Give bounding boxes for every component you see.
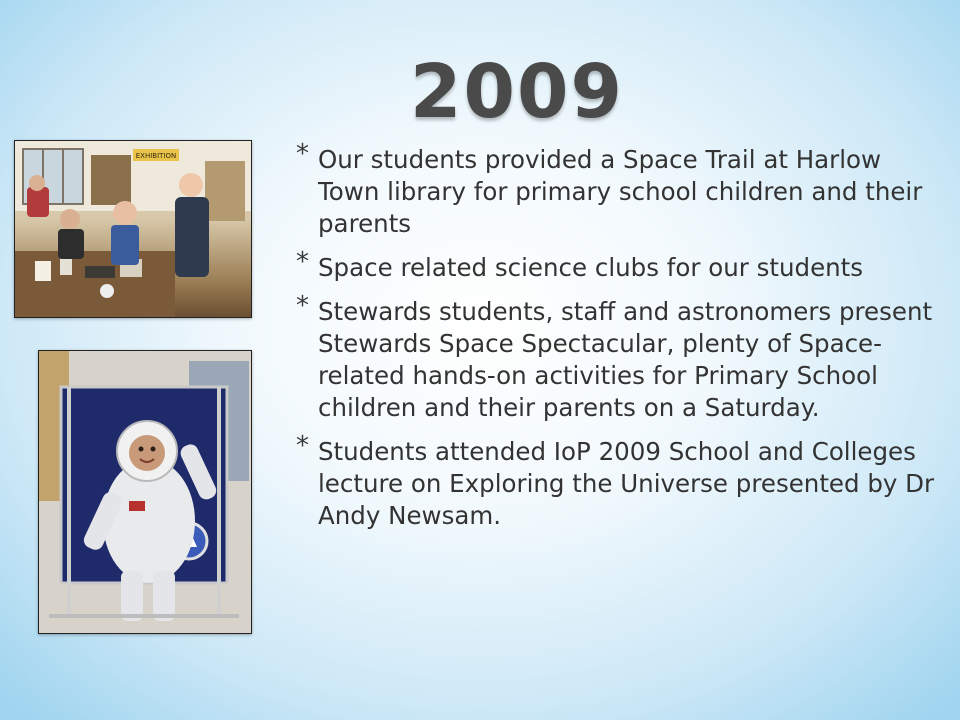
bullet-list <box>296 139 936 544</box>
exhibition-sign: EXHIBITION <box>135 152 177 160</box>
bullet-text: Our students provided a Space Trail at Harlow Town library for primary school children and their parents <box>318 145 923 238</box>
bullet-text: Students attended IoP 2009 School and Colleges lecture on Exploring the Universe presented by Dr Andy Newsam. <box>318 437 935 530</box>
bullet-star: * <box>296 139 309 169</box>
library-exhibition-photo <box>14 140 252 318</box>
bullet-star: * <box>296 431 309 461</box>
bullet-text: Stewards students, staff and astronomers present Stewards Space Spectacular, plenty of Space-related hands-on activities for Primary School children and their parents on a Saturday. <box>318 297 933 422</box>
bullet-item <box>296 291 936 424</box>
bullet-star: * <box>296 291 309 321</box>
bullet-text: Space related science clubs for our students <box>318 253 864 282</box>
slide-title: 2009 <box>410 49 624 135</box>
astronaut-scene-illustration <box>39 351 251 633</box>
bullet-item <box>296 139 936 240</box>
bullet-item <box>296 431 936 532</box>
astronaut-board-photo <box>38 350 252 634</box>
bullet-star: * <box>296 247 309 277</box>
bullet-item <box>296 247 936 284</box>
library-scene-illustration <box>15 141 251 317</box>
